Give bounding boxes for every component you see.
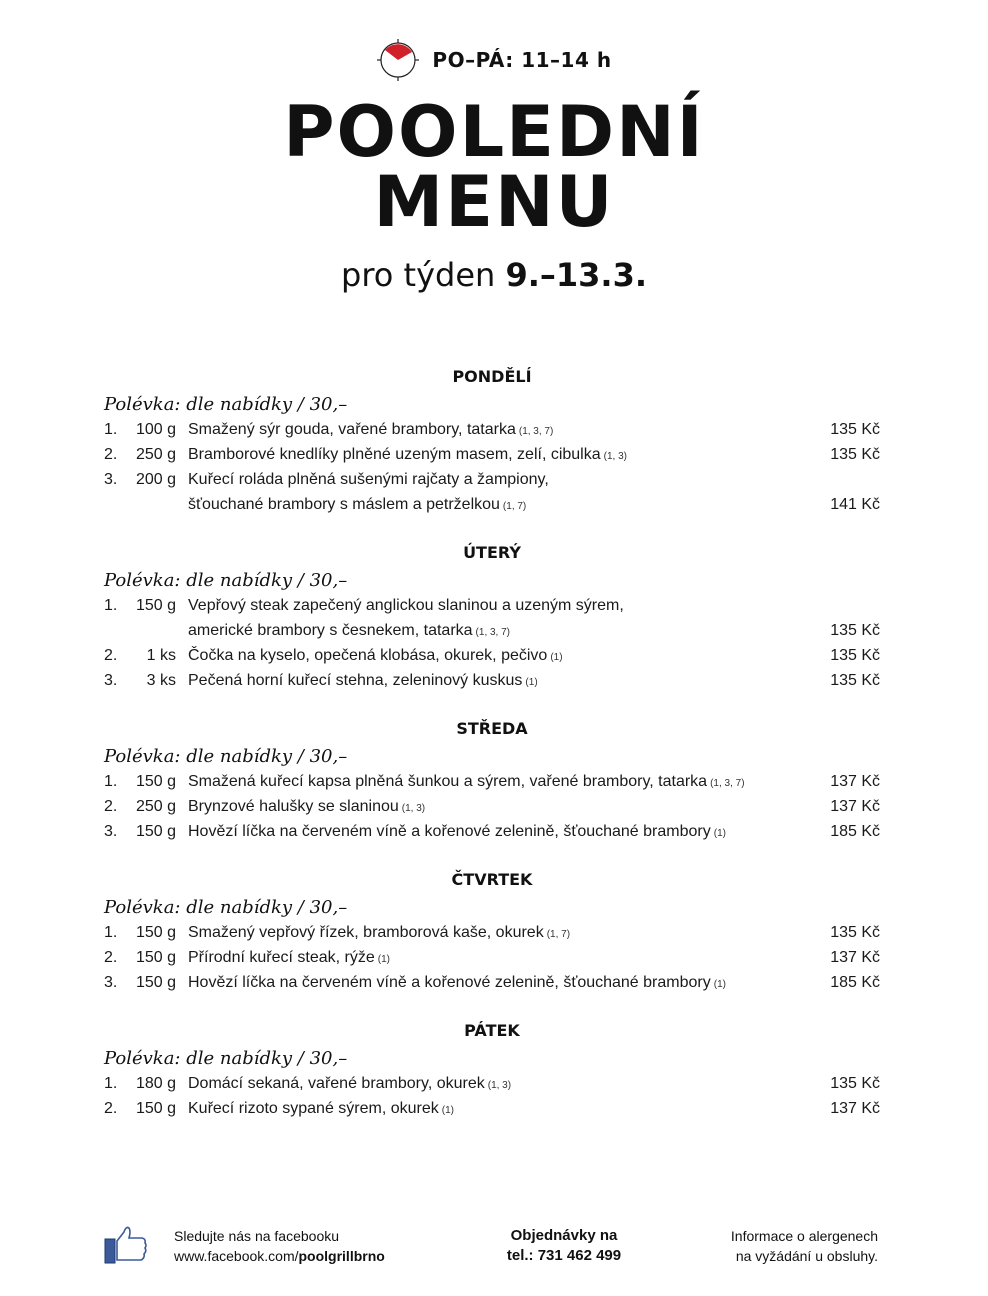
item-number: 1.	[104, 773, 118, 790]
item-quantity: 250 g	[135, 798, 176, 815]
item-number: 3.	[104, 672, 118, 689]
week-dates: 9.–13.3.	[505, 256, 647, 294]
item-quantity: 250 g	[135, 446, 176, 463]
item-allergens: (1)	[441, 1105, 454, 1116]
footer	[0, 1222, 988, 1272]
item-price: 137 Kč	[830, 949, 880, 966]
day-section	[104, 714, 880, 844]
soup-line: Polévka: dle nabídky / 30,–	[104, 746, 348, 767]
item-description: Hovězí líčka na červeném víně a kořenové zelenině, šťouchané brambory (1)	[188, 823, 726, 840]
item-quantity: 180 g	[135, 1075, 176, 1092]
allergen-info	[731, 1226, 878, 1266]
item-quantity: 150 g	[135, 974, 176, 991]
day-section	[104, 865, 880, 995]
item-description: Kuřecí rizoto sypané sýrem, okurek (1)	[188, 1100, 454, 1117]
item-description: Smažený vepřový řízek, bramborová kaše, okurek (1, 7)	[188, 924, 571, 941]
item-number: 2.	[104, 446, 118, 463]
item-allergens: (1, 3)	[603, 451, 627, 462]
title-line-1: POOLEDNÍ	[283, 91, 705, 173]
item-number: 1.	[104, 1075, 118, 1092]
menu-item-row	[104, 819, 880, 844]
menu-item-row	[104, 417, 880, 442]
soup-line: Polévka: dle nabídky / 30,–	[104, 394, 348, 415]
item-quantity: 150 g	[135, 1100, 176, 1117]
item-number: 3.	[104, 974, 118, 991]
item-number: 1.	[104, 597, 118, 614]
day-name: ÚTERÝ	[463, 543, 521, 562]
item-description: Kuřecí roláda plněná sušenými rajčaty a žampiony,	[188, 471, 549, 488]
thumbs-up-icon[interactable]	[104, 1224, 148, 1264]
item-description: šťouchané brambory s máslem a petrželkou (1, 7)	[188, 496, 527, 513]
item-description: Hovězí líčka na červeném víně a kořenové zelenině, šťouchané brambory (1)	[188, 974, 726, 991]
item-description: Smažená kuřecí kapsa plněná šunkou a sýrem, vařené brambory, tatarka (1, 3, 7)	[188, 773, 745, 790]
allergen-line-2: na vyžádání u obsluhy.	[735, 1248, 878, 1264]
facebook-link[interactable]: www.facebook.com/poolgrillbrno	[174, 1248, 385, 1264]
item-number: 2.	[104, 647, 118, 664]
item-number: 1.	[104, 924, 118, 941]
item-price: 135 Kč	[830, 421, 880, 438]
item-price: 135 Kč	[830, 924, 880, 941]
clock-icon	[376, 38, 420, 82]
item-allergens: (1)	[713, 979, 726, 990]
menu-item-row	[104, 794, 880, 819]
item-description: Přírodní kuřecí steak, rýže (1)	[188, 949, 390, 966]
item-allergens: (1, 3)	[401, 803, 426, 814]
menu-item-row	[104, 1096, 880, 1121]
order-label: Objednávky na	[510, 1227, 618, 1244]
order-info	[494, 1226, 634, 1266]
day-name: STŘEDA	[456, 719, 528, 738]
item-price: 185 Kč	[830, 974, 880, 991]
item-quantity: 1 ks	[146, 647, 176, 664]
item-quantity: 100 g	[135, 421, 176, 438]
item-description: Domácí sekaná, vařené brambory, okurek (1, 3)	[188, 1075, 512, 1092]
title-line-2: MENU	[373, 161, 615, 243]
day-section	[104, 538, 880, 693]
hours-text: PO–PÁ: 11–14 h	[432, 48, 612, 72]
order-phone[interactable]: tel.: 731 462 499	[506, 1247, 622, 1264]
item-description: Smažený sýr gouda, vařené brambory, tatarka (1, 3, 7)	[188, 421, 554, 438]
item-allergens: (1)	[550, 652, 563, 663]
allergen-line-1: Informace o alergenech	[730, 1228, 878, 1244]
item-allergens: (1, 3)	[487, 1080, 512, 1091]
item-price: 185 Kč	[830, 823, 880, 840]
item-quantity: 150 g	[135, 773, 176, 790]
item-description: Čočka na kyselo, opečená klobása, okurek, pečivo (1)	[188, 647, 563, 664]
item-quantity: 200 g	[135, 471, 176, 488]
day-name: PÁTEK	[464, 1021, 520, 1040]
menu-item-row	[104, 492, 880, 517]
item-allergens: (1)	[713, 828, 726, 839]
soup-line: Polévka: dle nabídky / 30,–	[104, 1048, 348, 1069]
soup-line: Polévka: dle nabídky / 30,–	[104, 570, 348, 591]
item-number: 2.	[104, 949, 118, 966]
day-section	[104, 362, 880, 517]
menu-item-row	[104, 769, 880, 794]
day-name: PONDĚLÍ	[452, 367, 532, 386]
item-number: 3.	[104, 823, 118, 840]
opening-hours	[0, 38, 988, 82]
menu-item-row	[104, 945, 880, 970]
item-description: americké brambory s česnekem, tatarka (1, 3, 7)	[188, 622, 511, 639]
item-allergens: (1, 7)	[502, 501, 527, 512]
menu-item-row	[104, 920, 880, 945]
item-price: 135 Kč	[830, 1075, 880, 1092]
soup-line: Polévka: dle nabídky / 30,–	[104, 897, 348, 918]
menu-item-row	[104, 1071, 880, 1096]
item-description: Pečená horní kuřecí stehna, zeleninový kuskus (1)	[188, 672, 538, 689]
item-price: 135 Kč	[830, 622, 880, 639]
item-price: 137 Kč	[830, 1100, 880, 1117]
menu-item-row	[104, 442, 880, 467]
item-price: 137 Kč	[830, 773, 880, 790]
item-allergens: (1)	[377, 954, 390, 965]
item-price: 141 Kč	[830, 496, 880, 513]
item-price: 135 Kč	[830, 446, 880, 463]
item-quantity: 150 g	[135, 949, 176, 966]
item-allergens: (1, 7)	[546, 929, 571, 940]
item-quantity: 150 g	[135, 823, 176, 840]
item-allergens: (1, 3, 7)	[710, 778, 745, 789]
menu-item-row	[104, 668, 880, 693]
day-name: ČTVRTEK	[451, 870, 533, 889]
item-description: Vepřový steak zapečený anglickou slaninou a uzeným sýrem,	[188, 597, 624, 614]
item-number: 3.	[104, 471, 118, 488]
menu-list	[104, 362, 880, 1142]
item-price: 135 Kč	[830, 647, 880, 664]
week-subtitle	[0, 256, 988, 294]
facebook-text	[174, 1226, 385, 1266]
menu-item-row	[104, 593, 880, 618]
item-allergens: (1)	[525, 677, 538, 688]
item-description: Bramborové knedlíky plněné uzeným masem, zelí, cibulka (1, 3)	[188, 446, 627, 463]
menu-item-row	[104, 618, 880, 643]
day-section	[104, 1016, 880, 1121]
item-description: Brynzové halušky se slaninou (1, 3)	[188, 798, 426, 815]
menu-item-row	[104, 970, 880, 995]
facebook-follow: Sledujte nás na facebooku	[174, 1228, 340, 1244]
item-quantity: 150 g	[135, 597, 176, 614]
menu-item-row	[104, 467, 880, 492]
menu-item-row	[104, 643, 880, 668]
item-price: 135 Kč	[830, 672, 880, 689]
item-allergens: (1, 3, 7)	[475, 627, 511, 638]
item-allergens: (1, 3, 7)	[518, 426, 554, 437]
item-number: 2.	[104, 1100, 118, 1117]
week-prefix: pro týden	[341, 256, 496, 294]
item-number: 1.	[104, 421, 118, 438]
item-price: 137 Kč	[830, 798, 880, 815]
item-quantity: 3 ks	[146, 672, 176, 689]
item-number: 2.	[104, 798, 118, 815]
item-quantity: 150 g	[135, 924, 176, 941]
